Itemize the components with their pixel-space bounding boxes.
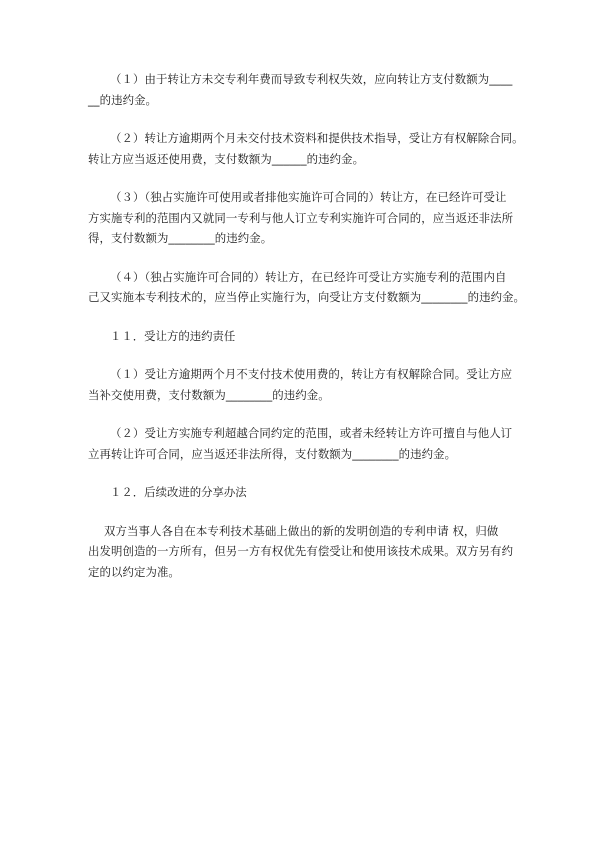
clause-7 bbox=[88, 521, 529, 583]
clause-5-line-1: （１）受让方逾期两个月不支付技术使用费的，转让方有权解除合同。受让方应 bbox=[110, 367, 513, 381]
clause-6 bbox=[88, 423, 529, 464]
clause-2-line-2: 转让方应当返还使用费，支付数额为______的违约金。 bbox=[88, 151, 365, 166]
clause-4 bbox=[88, 267, 529, 308]
section-12-heading bbox=[88, 482, 529, 503]
clause-3 bbox=[88, 187, 529, 249]
clause-1-line-1: （１）由于转让方未交专利年费而导致专利权失效，应向转让方支付数额为____ bbox=[110, 72, 513, 86]
section-12-title: １２．后续改进的分享办法 bbox=[110, 485, 247, 499]
clause-7-line-3: 定的以约定为准。 bbox=[88, 564, 180, 579]
clause-7-line-1: 双方当事人各自在本专利技术基础上做出的新的发明创造的专利申请 权，归做 bbox=[104, 523, 499, 538]
clause-2-line-1: （２）转让方逾期两个月未交付技术资料和提供技术指导，受让方有权解除合同。 bbox=[110, 131, 524, 145]
clause-3-line-2: 方实施专利的范围内又就同一专利与他人订立专利实施许可合同的，应当返还非法所 bbox=[88, 210, 514, 225]
clause-1-line-2: __的违约金。 bbox=[88, 92, 158, 107]
clause-7-line-2: 出发明创造的一方所有，但另一方有权优先有偿受让和使用该技术成果。双方另有约 bbox=[88, 544, 514, 558]
clause-4-line-2: 己又实施本专利技术的，应当停止实施行为，向受让方支付数额为________的违约金。 bbox=[88, 290, 526, 304]
clause-6-line-2: 立再转让许可合同，应当返还非法所得，支付数额为________的违约金。 bbox=[88, 446, 457, 461]
clause-6-line-1: （２）受让方实施专利超越合同约定的范围，或者未经转让方许可擅自与他人订 bbox=[110, 426, 513, 440]
clause-5-line-2: 当补交使用费，支付数额为________的违约金。 bbox=[88, 387, 330, 402]
clause-1 bbox=[88, 69, 529, 110]
section-11-title: １１．受让方的违约责任 bbox=[110, 328, 236, 343]
clause-5 bbox=[88, 364, 529, 405]
clause-2 bbox=[88, 128, 529, 169]
clause-3-line-1: （３）（独占实施许可使用或者排他实施许可合同的）转让方，在已经许可受让 bbox=[110, 190, 507, 204]
clause-3-line-3: 得，支付数额为________的违约金。 bbox=[88, 231, 273, 245]
clause-4-line-1: （４）（独占实施许可合同的）转让方，在已经许可受让方实施专利的范围内自 bbox=[110, 269, 507, 284]
section-11-heading bbox=[88, 326, 529, 347]
